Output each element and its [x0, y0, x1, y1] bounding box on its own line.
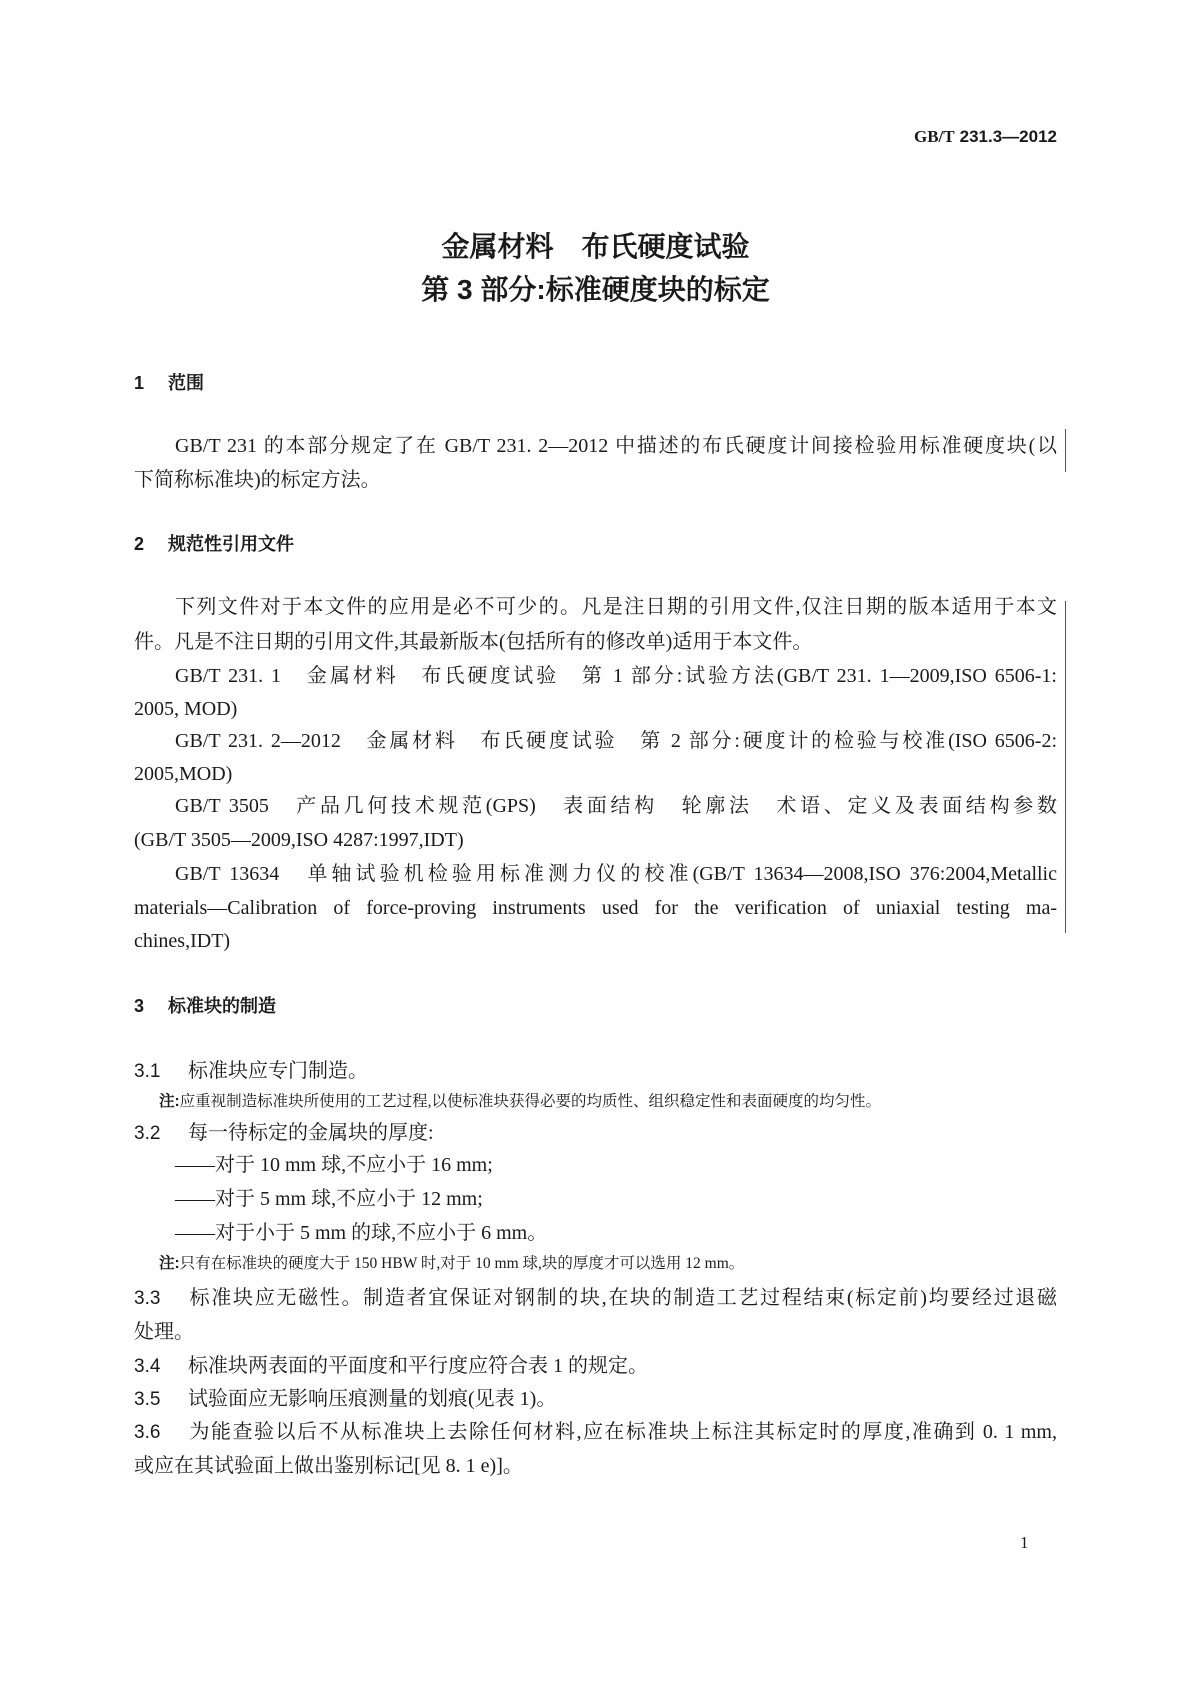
clause-3-3 [134, 1284, 1057, 1312]
change-bar [1065, 429, 1066, 472]
paragraph-line: GB/T 231 的本部分规定了在 GB/T 231. 2—2012 中描述的布氏硬度计间接检验用标准硬度块(以 [175, 435, 1057, 457]
clause-text: 标准块应专门制造。 [188, 1060, 368, 1082]
note-label: 注: [159, 1255, 180, 1272]
reference-line: GB/T 3505 产品几何技术规范(GPS) 表面结构 轮廓法 术语、定义及表面结构参数 [175, 795, 1057, 817]
note-label: 注: [159, 1093, 180, 1110]
clause-text: 标准块两表面的平面度和平行度应符合表 1 的规定。 [188, 1355, 648, 1377]
clause-number: 3.4 [134, 1356, 161, 1377]
section-number: 1 [134, 373, 145, 393]
list-item: ——对于 10 mm 球,不应小于 16 mm; [175, 1154, 493, 1176]
section-heading-3 [134, 992, 276, 1020]
page-number: 1 [1020, 1533, 1029, 1552]
reference-line: 2005, MOD) [134, 698, 238, 720]
clause-3-5 [134, 1385, 1057, 1413]
clause-3-2 [134, 1119, 1057, 1147]
section-title: 范围 [168, 373, 204, 393]
reference-line: materials—Calibration of force-proving instruments used for the verification of uniaxial testing ma- [134, 897, 1057, 919]
note-text: 应重视制造标准块所使用的工艺过程,以使标准块获得必要的均质性、组织稳定性和表面硬度的均匀性。 [179, 1093, 882, 1110]
clause-text: 为能查验以后不从标准块上去除任何材料,应在标准块上标注其标定时的厚度,准确到 0. 1 mm, [188, 1421, 1057, 1443]
section-number: 2 [134, 534, 145, 554]
document-title-line1: 金属材料 布氏硬度试验 [441, 231, 750, 262]
clause-text-continued: 或应在其试验面上做出鉴别标记[见 8. 1 e)]。 [134, 1455, 523, 1477]
clause-number: 3.3 [134, 1288, 161, 1309]
reference-line: GB/T 231. 2—2012 金属材料 布氏硬度试验 第 2 部分:硬度计的检验与校准(ISO 6506-2: [175, 730, 1057, 752]
section-title: 规范性引用文件 [168, 534, 294, 554]
clause-number: 3.5 [134, 1389, 161, 1410]
section-heading-2 [134, 530, 294, 558]
section-title: 标准块的制造 [168, 996, 276, 1016]
reference-line: (GB/T 3505—2009,ISO 4287:1997,IDT) [134, 829, 464, 851]
clause-text-continued: 处理。 [134, 1321, 194, 1343]
change-bar [1065, 601, 1066, 933]
clause-3-6 [134, 1418, 1057, 1446]
paragraph-line: 件。凡是不注日期的引用文件,其最新版本(包括所有的修改单)适用于本文件。 [134, 631, 813, 653]
section-number: 3 [134, 996, 145, 1016]
paragraph-line: 下简称标准块)的标定方法。 [134, 469, 381, 491]
reference-line: 2005,MOD) [134, 763, 233, 785]
clause-number: 3.2 [134, 1123, 161, 1144]
note-text: 只有在标准块的硬度大于 150 HBW 时,对于 10 mm 球,块的厚度才可以选用 12 mm。 [179, 1255, 745, 1272]
paragraph-line: 下列文件对于本文件的应用是必不可少的。凡是注日期的引用文件,仅注日期的版本适用于本文 [175, 596, 1057, 618]
clause-text: 每一待标定的金属块的厚度: [188, 1122, 434, 1144]
standard-code-number: 231.3—2012 [959, 127, 1057, 146]
clause-3-4 [134, 1352, 1057, 1380]
clause-text: 标准块应无磁性。制造者宜保证对钢制的块,在块的制造工艺过程结束(标定前)均要经过退磁 [188, 1287, 1057, 1309]
clause-text: 试验面应无影响压痕测量的划痕(见表 1)。 [188, 1388, 557, 1410]
reference-line: GB/T 231. 1 金属材料 布氏硬度试验 第 1 部分:试验方法(GB/T 231. 1—2009,ISO 6506-1: [175, 665, 1057, 687]
list-item: ——对于 5 mm 球,不应小于 12 mm; [175, 1188, 483, 1210]
document-title-line2: 第 3 部分:标准硬度块的标定 [421, 274, 770, 305]
standard-code-prefix: GB/T [914, 127, 955, 146]
section-heading-1 [134, 369, 204, 397]
reference-line: GB/T 13634 单轴试验机检验用标准测力仪的校准(GB/T 13634—2008,ISO 376:2004,Metallic [175, 863, 1057, 885]
clause-number: 3.6 [134, 1422, 161, 1443]
clause-3-1 [134, 1057, 1057, 1085]
clause-number: 3.1 [134, 1061, 161, 1082]
list-item: ——对于小于 5 mm 的球,不应小于 6 mm。 [175, 1222, 548, 1244]
standard-code [914, 125, 1057, 149]
note-2 [159, 1252, 744, 1276]
note-1 [159, 1090, 881, 1114]
reference-line: chines,IDT) [134, 930, 231, 952]
